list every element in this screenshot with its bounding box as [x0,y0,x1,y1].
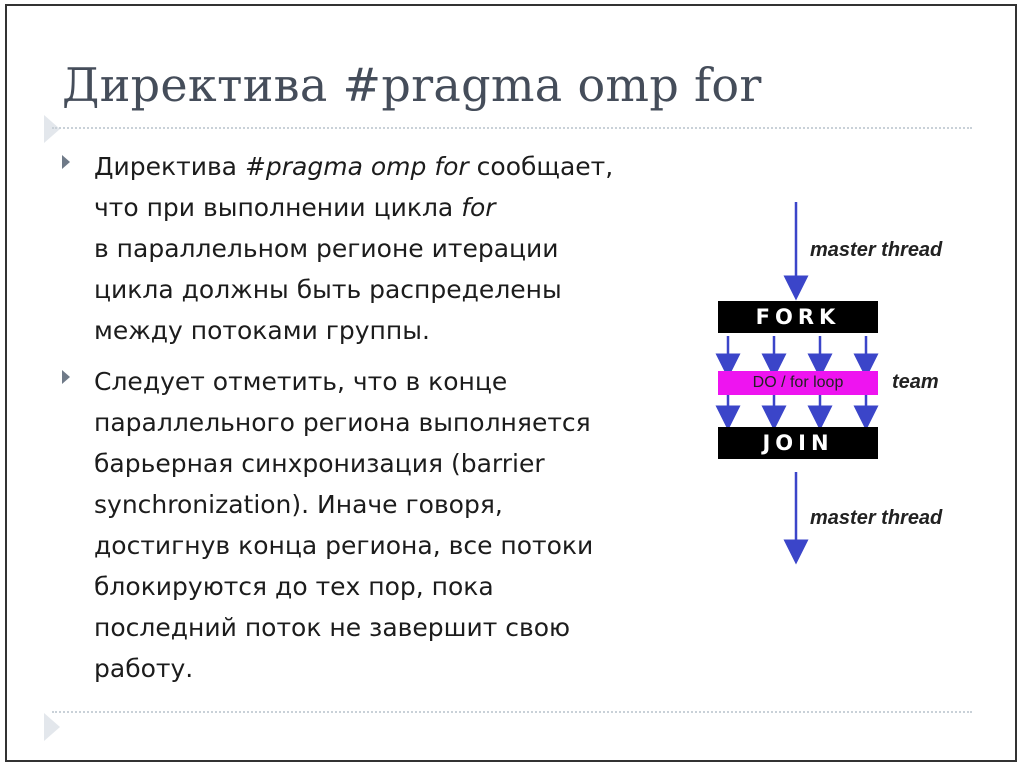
fork-box: FORK [718,301,878,333]
bullet-text-segment: Следует отметить, что в конце параллельного региона выполняется барьерная синхронизация (barrier synchronization). Иначе говоря, достигнув конца региона, все потоки блокируются до тех пор, пока последний поток не завершит свою работу. [94,367,594,683]
bullet-list [62,146,662,699]
footer-divider [52,711,972,713]
bullet-text [94,146,662,351]
bullet-text-segment: сообщает, что при выполнении цикла [94,152,614,222]
team-label: team [892,371,939,393]
master-thread-label-bottom: master thread [810,507,943,529]
master-thread-label-top: master thread [810,239,943,261]
fork-join-diagram [700,190,1000,570]
bullet-text-italic: #pragma omp for [244,152,469,181]
bullet-triangle-icon [62,155,70,169]
slide-title: Директива #pragma omp for [62,58,762,112]
bullet-text-italic: for [461,193,496,222]
decorative-arrow-icon [44,115,60,143]
bullet-text-segment: Директива [94,152,245,181]
bullet-text-segment: в параллельном регионе итерации цикла должны быть распределены между потоками группы. [94,234,562,345]
title-divider [52,127,972,129]
bullet-text [94,361,662,689]
join-box: JOIN [718,427,878,459]
bullet-item [62,361,662,689]
bullet-triangle-icon [62,370,70,384]
loop-box: DO / for loop [718,371,878,395]
bullet-item [62,146,662,351]
decorative-arrow-icon [44,713,60,741]
